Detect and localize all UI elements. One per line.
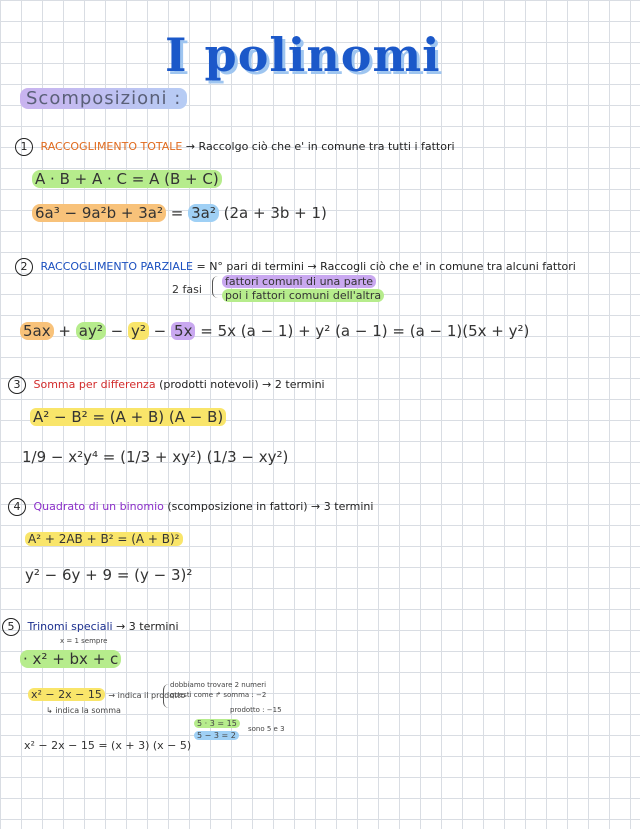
example-1 [30,408,226,426]
equation: A · B + A · C = A (B + C) [32,170,222,188]
fase-1-text: fattori comuni di una parte [222,275,376,288]
calc-1-text: 5 · 3 = 15 [194,719,240,728]
small-note: x = 1 sempre [60,637,108,645]
note-sum: ↳ indica la somma [46,706,121,715]
example-2 [32,204,327,222]
heading-text: RACCOGLIMENTO PARZIALE [40,260,193,273]
section-number: 4 [8,498,26,516]
condition-3: prodotto : −15 [230,706,282,714]
calc-2 [194,731,239,740]
heading-text: Trinomi speciali [27,620,113,633]
example-result: x² − 2x − 15 = (x + 3) (x − 5) [24,739,192,752]
fase-1 [222,275,376,288]
section-1-heading [15,138,455,156]
heading-text: Somma per differenza [33,378,156,391]
bracket [163,684,170,708]
example-partial: 5ax + ay² − y² − 5x = 5x (a − 1) + y² (a − 1) = (a − 1)(5x + y²) [20,322,529,340]
page-title: I polinomi [165,28,441,82]
bracket [212,276,221,298]
fase-2 [222,289,384,302]
subtitle: Scomposizioni : [20,88,187,109]
example-1 [32,170,222,188]
section-number: 5 [2,618,20,636]
description: = N° pari di termini → Raccogli ciò che e' in comune tra alcuni fattori [196,260,576,273]
note: (prodotti notevoli) → 2 termini [159,378,325,391]
example-1 [25,532,183,546]
condition-1: dobbiamo trovare 2 numeri [170,681,267,689]
common-factor: 3a² [188,204,219,222]
section-2-heading [15,258,576,276]
heading-text: Quadrato di un binomio [33,500,164,513]
fasi-label: 2 fasi [172,283,202,296]
calc-1 [194,719,240,728]
section-4-heading [8,498,373,516]
form-text: · x² + bx + c [20,650,121,668]
equation: A² + 2AB + B² = (A + B)² [25,532,183,546]
example-1 [28,688,185,701]
equation: x² − 2x − 15 [28,688,105,701]
term-4: 5x [171,322,195,340]
sono-note: sono 5 e 3 [248,725,285,733]
section-number: 1 [15,138,33,156]
example-2: y² − 6y + 9 = (y − 3)² [25,566,193,584]
condition-2: questi come ↱ somma : −2 [170,691,267,699]
equals: = [170,204,184,222]
note-product: → indica il prodotto [108,691,186,700]
section-5-heading [2,618,179,636]
section-number: 2 [15,258,33,276]
example-2: 1/9 − x²y⁴ = (1/3 + xy²) (1/3 − xy²) [22,448,289,466]
description: → Raccolgo ciò che e' in comune tra tutti i fattori [185,140,455,153]
term-1: 5ax [20,322,54,340]
section-number: 3 [8,376,26,394]
equation-rest: = 5x (a − 1) + y² (a − 1) = (a − 1)(5x + y²) [200,322,530,340]
note: → 3 termini [116,620,179,633]
equation: A² − B² = (A + B) (A − B) [30,408,226,426]
fase-2-text: poi i fattori comuni dell'altra [222,289,384,302]
heading-text: RACCOGLIMENTO TOTALE [40,140,183,153]
equation-left: 6a³ − 9a²b + 3a² [32,204,166,222]
note: (scomposizione in fattori) → 3 termini [167,500,374,513]
trinomial-form [20,650,121,668]
calc-2-text: 5 − 3 = 2 [194,731,239,740]
term-3: y² [128,322,149,340]
section-3-heading [8,376,325,394]
term-2: ay² [76,322,106,340]
remainder: (2a + 3b + 1) [223,204,327,222]
